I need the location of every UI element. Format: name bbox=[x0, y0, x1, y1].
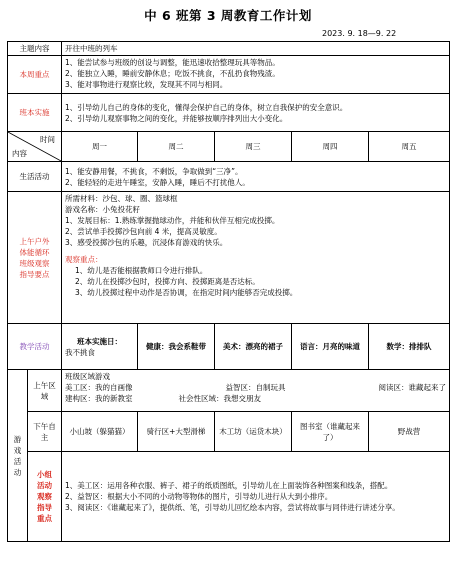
teaching-label: 教学活动 bbox=[8, 324, 62, 370]
day-tuesday: 周二 bbox=[138, 132, 215, 162]
life-activity-line: 2、能轻轻的走进午睡室，安静入睡，睡后不打扰他人。 bbox=[65, 177, 250, 187]
life-activity-label: 生活活动 bbox=[8, 162, 62, 192]
life-activity-line: 1、能安静用餐，不挑食，不剩饭，争取做到“三净”。 bbox=[65, 166, 243, 176]
teaching-monday bbox=[62, 324, 138, 370]
morning-area-line bbox=[65, 382, 446, 393]
morning-area-item: 美工区：我的自画像 bbox=[65, 383, 133, 392]
morning-area-row bbox=[8, 370, 450, 412]
day-thursday: 周四 bbox=[292, 132, 369, 162]
afternoon-label: 下午自主 bbox=[28, 412, 62, 452]
class-implementation-label: 班本实施 bbox=[8, 94, 62, 132]
outdoor-materials: 所需材料：沙包、球、圈、篮球框 bbox=[65, 194, 178, 203]
group-observation-content bbox=[62, 452, 450, 542]
time-content-header bbox=[8, 132, 62, 162]
observation-line: 3、阅读区：《谁藏起来了》，提供纸、笔，引导幼儿回忆绘本内容，尝试将故事与同伴进行讲述分享。 bbox=[65, 503, 400, 512]
outdoor-goal: 1、发展目标：1.熟练掌握抛球动作，并能和伙伴互相完成投掷。 bbox=[65, 216, 280, 225]
weekly-focus-row bbox=[8, 56, 450, 94]
teaching-wednesday: 美术：漂亮的裙子 bbox=[215, 324, 292, 370]
weekly-focus-line: 2、能独立入睡，睡前安静休息；吃饭不挑食，不乱扔食物残渣。 bbox=[65, 69, 280, 78]
theme-label: 主题内容 bbox=[8, 42, 62, 56]
time-label: 时间 bbox=[40, 135, 55, 144]
morning-area-label: 上午区域 bbox=[28, 370, 62, 412]
life-activity-content bbox=[62, 162, 450, 192]
class-implementation-line: 2、引导幼儿观察事物之间的变化，并能够按顺序排列出大小变化。 bbox=[65, 113, 288, 123]
weekly-focus-label: 本周重点 bbox=[8, 56, 62, 94]
day-wednesday: 周三 bbox=[215, 132, 292, 162]
outdoor-label-line: 班级观察 bbox=[19, 258, 50, 268]
outdoor-label-line: 上午户外 bbox=[19, 236, 50, 246]
outdoor-game-name: 游戏名称：小兔投花籽 bbox=[65, 205, 140, 214]
observation-label-line: 重点 bbox=[37, 514, 52, 523]
observation-line: 1、美工区：运用各种衣服、裤子、裙子的纸质图纸，引导幼儿在上面装饰各种图案和线条，搭配。 bbox=[65, 481, 393, 490]
teaching-row bbox=[8, 324, 450, 370]
day-friday: 周五 bbox=[369, 132, 450, 162]
afternoon-tuesday: 骑行区+大型滑梯 bbox=[138, 412, 215, 452]
outdoor-label-line: 体能循环 bbox=[19, 247, 50, 257]
group-observation-label bbox=[28, 452, 62, 542]
plan-table bbox=[7, 41, 450, 542]
class-implementation-content bbox=[62, 94, 450, 132]
weekly-focus-line: 3、能对事物进行观察比较，发现其不同与相同。 bbox=[65, 80, 228, 89]
observation-label-line: 小组 bbox=[37, 470, 52, 479]
group-observation-row bbox=[8, 452, 450, 542]
morning-area-item: 社会性区域：我想交朋友 bbox=[178, 394, 261, 403]
observation-line: 2、益智区：根据大小不同的小动物等物体的图片，引导幼儿进行从大到小排序。 bbox=[65, 492, 333, 501]
morning-area-item: 建构区：我的新教室 bbox=[65, 394, 133, 403]
observation-label-line: 活动 bbox=[37, 481, 52, 490]
outdoor-row bbox=[8, 192, 450, 324]
morning-area-line bbox=[65, 393, 446, 404]
afternoon-thursday: 图书室（谁藏起来了） bbox=[292, 412, 369, 452]
class-implementation-line: 1、引导幼儿自己的身体的变化，懂得会保护自己的身体，树立自我保护的安全意识。 bbox=[65, 102, 348, 112]
class-implementation-row bbox=[8, 94, 450, 132]
afternoon-friday: 野战营 bbox=[369, 412, 450, 452]
morning-area-title: 班级区域游戏 bbox=[65, 372, 110, 381]
weekly-focus-line: 1、能尝试参与班级的创设与调整，能迅速收拾整理玩具等物品。 bbox=[65, 58, 280, 67]
weekly-focus-content bbox=[62, 56, 450, 94]
morning-area-item: 阅读区：谁藏起来了 bbox=[378, 383, 447, 392]
games-group-label-text: 游戏活动 bbox=[13, 434, 22, 477]
teaching-thursday: 语言：月亮的味道 bbox=[292, 324, 369, 370]
teaching-friday: 数学：排排队 bbox=[369, 324, 450, 370]
page-title: 中 6 班第 3 周教育工作计划 bbox=[144, 8, 312, 23]
afternoon-row bbox=[8, 412, 450, 452]
morning-area-item: 益智区：自制玩具 bbox=[225, 383, 286, 392]
teaching-title: 班本实施日： bbox=[77, 336, 122, 346]
content-label: 内容 bbox=[12, 149, 27, 158]
afternoon-monday: 小山坡（躲猫猫） bbox=[62, 412, 138, 452]
teaching-tuesday: 健康：我会系鞋带 bbox=[138, 324, 215, 370]
observe-title: 观察重点： bbox=[65, 255, 103, 264]
life-activity-row bbox=[8, 162, 450, 192]
outdoor-label bbox=[8, 192, 62, 324]
teaching-sub: 我不挑食 bbox=[65, 347, 95, 357]
afternoon-wednesday: 木工坊（运货木块） bbox=[215, 412, 292, 452]
theme-row bbox=[8, 42, 450, 56]
date-range: 2023. 9. 18—9. 22 bbox=[322, 29, 397, 38]
observe-point: 3、幼儿投掷过程中动作是否协调，在指定时间内能够否完成投掷。 bbox=[75, 288, 298, 297]
schedule-header-row bbox=[8, 132, 450, 162]
observation-label-line: 指导 bbox=[37, 503, 52, 512]
observe-point: 2、幼儿在投掷沙包时，投掷方向、投掷距离是否达标。 bbox=[75, 277, 260, 286]
outdoor-label-line: 指导要点 bbox=[19, 269, 50, 279]
games-group-label bbox=[8, 370, 28, 542]
morning-area-content bbox=[62, 370, 450, 412]
observe-point: 1、幼儿是否能根据教师口令进行排队。 bbox=[75, 266, 208, 275]
outdoor-goal: 2、尝试单手投掷沙包向前 4 米，提高灵敏度。 bbox=[65, 227, 222, 236]
theme-value: 开往中班的列车 bbox=[62, 42, 450, 56]
outdoor-content bbox=[62, 192, 450, 324]
observation-label-line: 观察 bbox=[37, 492, 52, 501]
day-monday: 周一 bbox=[62, 132, 138, 162]
outdoor-goal: 3、感受投掷沙包的乐趣，沉浸体育游戏的快乐。 bbox=[65, 238, 228, 247]
